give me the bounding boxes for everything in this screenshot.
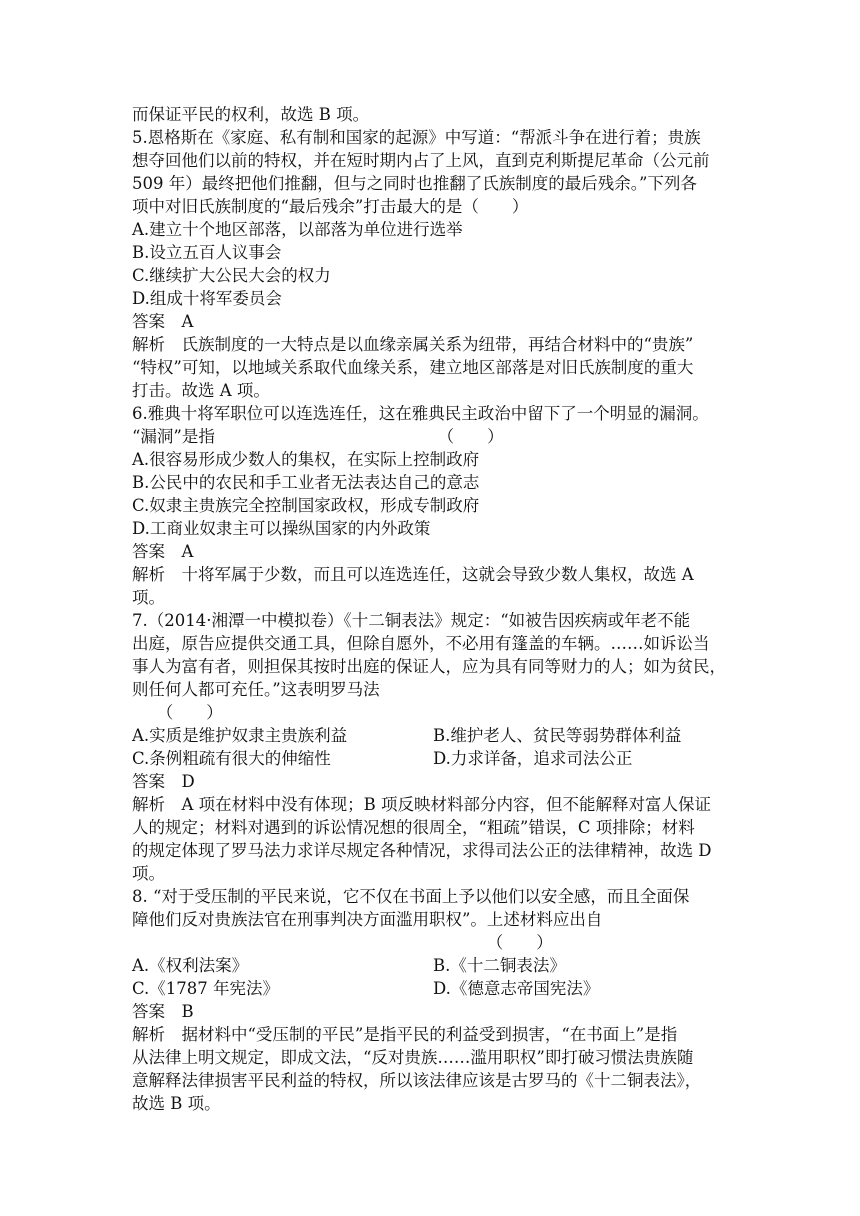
- text-line: 打击。故选 A 项。: [132, 381, 270, 400]
- option-c: C.继续扩大公民大会的权力: [132, 266, 331, 285]
- text-line: 障他们反对贵族法官在刑事判决方面滥用职权”。上述材料应出自: [132, 910, 603, 929]
- option-b: B.维护老人、贫民等弱势群体利益: [433, 726, 682, 745]
- text-line: 出庭，原告应提供交通工具，但除自愿外，不必用有篷盖的车辆。……如诉讼当: [132, 634, 710, 653]
- text-line: “漏洞”是指 （ ）: [132, 427, 504, 446]
- text-line: 项。: [132, 588, 165, 607]
- question-7-stem: 7.（2014·湘潭一中模拟卷）《十二铜表法》规定：“如被告因疾病或年老不能: [132, 611, 691, 630]
- text-line: 而保证平民的权利，故选 B 项。: [132, 105, 370, 124]
- text-line: 事人为富有者，则担保其按时出庭的保证人，应为具有同等财力的人；如为贫民，: [132, 657, 726, 676]
- option-c: C.条例粗疏有很大的伸缩性: [132, 749, 331, 768]
- option-a: A.很容易形成少数人的集权，在实际上控制政府: [132, 450, 480, 469]
- text-line: 人的规定；材料对遇到的诉讼情况想的很周全，“粗疏”错误，C 项排除；材料: [132, 818, 695, 837]
- text-line: 故选 B 项。: [132, 1094, 221, 1113]
- text-line: 项中对旧氏族制度的“最后残余”打击最大的是（ ）: [132, 197, 529, 216]
- option-d: D.《德意志帝国宪法》: [433, 979, 600, 998]
- answer-label: 答案 D: [132, 772, 195, 791]
- option-a: A.《权利法案》: [132, 956, 249, 975]
- option-d: D.组成十将军委员会: [132, 289, 282, 308]
- text-line: 意解释法律损害平民利益的特权，所以该法律应该是古罗马的《十二铜表法》，: [132, 1071, 702, 1090]
- answer-label: 答案 B: [132, 1002, 194, 1021]
- option-d: D.力求详备，追求司法公正: [433, 749, 633, 768]
- text-line: 从法律上明文规定，即成文法，“反对贵族……滥用职权”即打破习惯法贵族随: [132, 1048, 694, 1067]
- text-line: 想夺回他们以前的特权，并在短时期内占了上风，直到克利斯提尼革命（公元前: [132, 151, 710, 170]
- text-line: 509 年）最终把他们推翻，但与之同时也推翻了氏族制度的最后残余。”下列各: [132, 174, 697, 193]
- text-line: “特权”可知，以地域关系取代血缘关系，建立地区部落是对旧氏族制度的重大: [132, 358, 694, 377]
- answer-label: 答案 A: [132, 312, 194, 331]
- option-a: A.建立十个地区部落，以部落为单位进行选举: [132, 220, 463, 239]
- answer-label: 答案 A: [132, 542, 194, 561]
- option-c: C.奴隶主贵族完全控制国家政权，形成专制政府: [132, 496, 480, 515]
- text-line: 的规定体现了罗马法力求详尽规定各种情况，求得司法公正的法律精神，故选 D: [132, 841, 712, 860]
- option-c: C.《1787 年宪法》: [132, 979, 280, 998]
- answer-bracket: （ ）: [132, 933, 553, 952]
- explanation-text: 解析 十将军属于少数，而且可以连选连任，这就会导致少数人集权，故选 A: [132, 565, 694, 584]
- option-a: A.实质是维护奴隶主贵族利益: [132, 726, 348, 745]
- question-6-stem: 6.雅典十将军职位可以连选连任，这在雅典民主政治中留下了一个明显的漏洞。: [132, 404, 709, 423]
- explanation-text: 解析 氏族制度的一大特点是以血缘亲属关系为纽带，再结合材料中的“贵族”: [132, 335, 694, 354]
- option-d: D.工商业奴隶主可以操纵国家的内外政策: [132, 519, 431, 538]
- explanation-text: 解析 据材料中“受压制的平民”是指平民的利益受到损害，“在书面上”是指: [132, 1025, 678, 1044]
- text-line: 则任何人都可充任。”这表明罗马法: [132, 680, 380, 699]
- answer-bracket: （ ）: [132, 703, 223, 722]
- text-line: 项。: [132, 864, 165, 883]
- option-b: B.设立五百人议事会: [132, 243, 282, 262]
- question-8-stem: 8. “对于受压制的平民来说，它不仅在书面上予以他们以安全感，而且全面保: [132, 887, 690, 906]
- option-b: B.《十二铜表法》: [433, 956, 566, 975]
- question-5-stem: 5.恩格斯在《家庭、私有制和国家的起源》中写道：“帮派斗争在进行着；贵族: [132, 128, 701, 147]
- option-b: B.公民中的农民和手工业者无法表达自己的意志: [132, 473, 480, 492]
- explanation-text: 解析 A 项在材料中没有体现；B 项反映材料部分内容，但不能解释对富人保证: [132, 795, 712, 814]
